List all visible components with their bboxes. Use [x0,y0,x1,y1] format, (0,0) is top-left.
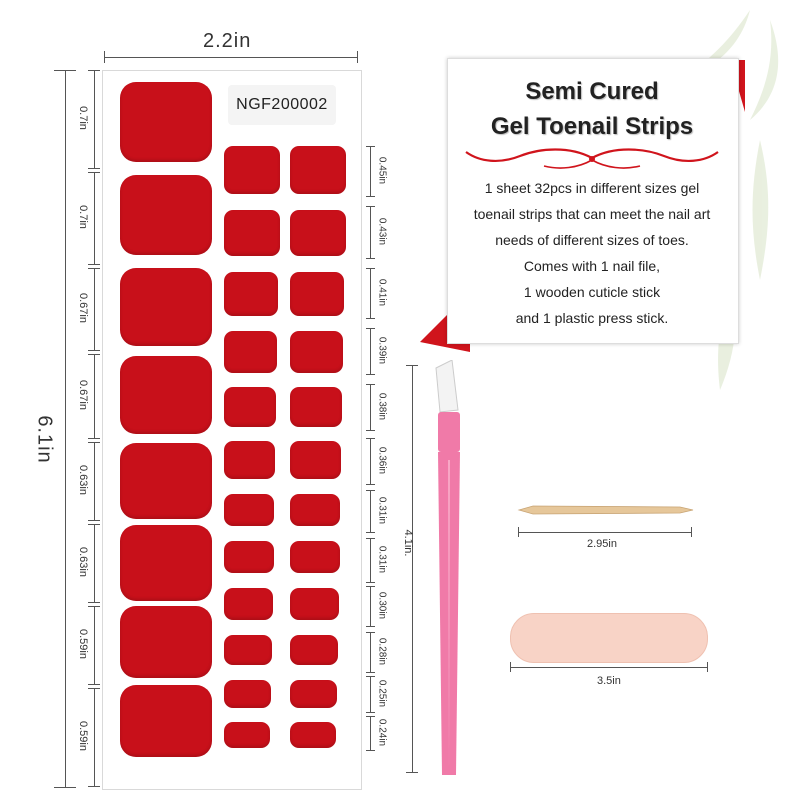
cuticle-stick-dimension-line [518,532,692,533]
left-size-dimension-line [94,354,95,438]
height-dimension-tick [54,70,76,71]
right-size-label: 0.31in [377,489,388,533]
left-size-label: 0.59in [77,619,89,669]
right-size-dimension-tick [366,328,375,329]
right-size-dimension-line [370,438,371,484]
large-toenail-strip [120,525,212,601]
press-stick-label: 4.1in. [402,529,414,557]
small-toenail-strip [290,680,337,708]
left-size-dimension-tick [88,786,100,787]
cuticle-stick-label: 2.95in [587,538,617,550]
info-description-line: Comes with 1 nail file, [523,258,661,274]
cuticle-stick [515,502,695,518]
small-toenail-strip [224,210,280,256]
small-toenail-strip [290,541,340,573]
small-toenail-strip [290,722,336,748]
press-stick-dimension-tick [406,365,418,366]
large-toenail-strip [120,268,212,346]
left-size-dimension-tick [88,350,100,351]
right-size-dimension-line [370,268,371,318]
small-toenail-strip [290,635,338,665]
left-size-dimension-tick [88,438,100,439]
right-size-dimension-line [370,676,371,712]
left-size-dimension-line [94,688,95,786]
small-toenail-strip [224,722,270,748]
right-size-dimension-tick [366,146,375,147]
nail-file [510,613,708,663]
right-size-dimension-tick [366,532,375,533]
nail-file-dimension-tick [707,662,708,672]
left-size-dimension-line [94,172,95,264]
left-size-label: 0.59in [77,711,89,761]
right-size-dimension-tick [366,712,375,713]
right-size-dimension-tick [366,632,375,633]
info-title-line1: Semi Cured [525,78,659,105]
small-toenail-strip [290,272,344,316]
left-size-label: 0.7in [77,93,89,143]
right-size-dimension-tick [366,490,375,491]
height-label: 6.1in [33,415,56,464]
info-description-line: 1 wooden cuticle stick [523,284,661,300]
large-toenail-strip [120,356,212,434]
right-size-dimension-tick [366,384,375,385]
right-size-label: 0.36in [377,439,388,483]
left-size-dimension-tick [88,268,100,269]
right-size-label: 0.41in [377,271,388,315]
nail-file-dimension-tick [510,662,511,672]
left-size-dimension-tick [88,520,100,521]
right-size-dimension-line [370,384,371,430]
left-size-label: 0.7in [77,192,89,242]
left-size-label: 0.63in [77,537,89,587]
right-size-label: 0.43in [377,210,388,254]
small-toenail-strip [224,387,276,427]
right-size-dimension-tick [366,672,375,673]
cuticle-stick-dimension-tick [518,527,519,537]
right-size-dimension-tick [366,258,375,259]
small-toenail-strip [224,441,275,479]
large-toenail-strip [120,82,212,162]
right-size-dimension-line [370,328,371,374]
left-size-label: 0.67in [77,283,89,333]
small-toenail-strip [224,494,274,526]
left-size-dimension-tick [88,168,100,169]
small-toenail-strip [224,635,272,665]
small-toenail-strip [290,146,346,194]
info-description-line: 1 sheet 32pcs in different sizes gel [484,180,700,196]
small-toenail-strip [290,387,342,427]
right-size-dimension-line [370,716,371,750]
left-size-label: 0.67in [77,370,89,420]
left-size-dimension-line [94,268,95,350]
right-size-dimension-tick [366,484,375,485]
small-toenail-strip [290,494,340,526]
info-title-line2: Gel Toenail Strips [490,113,694,140]
large-toenail-strip [120,685,212,757]
left-size-dimension-tick [88,172,100,173]
small-toenail-strip [224,331,277,373]
right-size-dimension-tick [366,582,375,583]
cuticle-stick-dimension-tick [691,527,692,537]
right-size-label: 0.31in [377,538,388,582]
large-toenail-strip [120,606,212,678]
left-size-dimension-tick [88,264,100,265]
right-size-dimension-line [370,632,371,672]
small-toenail-strip [224,588,273,620]
small-toenail-strip [224,680,271,708]
right-size-dimension-tick [366,430,375,431]
small-toenail-strip [224,541,274,573]
right-size-label: 0.25in [377,672,388,716]
small-toenail-strip [290,441,341,479]
left-size-dimension-line [94,70,95,168]
left-size-dimension-line [94,606,95,684]
left-size-dimension-tick [88,524,100,525]
small-toenail-strip [290,588,339,620]
width-dimension-tick [357,51,358,63]
press-stick-dimension-tick [406,772,418,773]
nail-file-dimension-line [510,667,708,668]
right-size-label: 0.39in [377,329,388,373]
info-description-line: and 1 plastic press stick. [515,310,669,326]
left-size-dimension-tick [88,684,100,685]
left-size-dimension-tick [88,602,100,603]
right-size-label: 0.28in [377,630,388,674]
right-size-dimension-line [370,586,371,626]
width-dimension-tick [104,51,105,63]
left-size-dimension-line [94,524,95,602]
left-size-dimension-tick [88,442,100,443]
right-size-dimension-tick [366,196,375,197]
right-size-dimension-line [370,538,371,582]
right-size-label: 0.24in [377,711,388,755]
left-size-label: 0.63in [77,455,89,505]
right-size-dimension-line [370,146,371,196]
large-toenail-strip [120,443,212,519]
right-size-dimension-tick [366,626,375,627]
width-dimension-line [104,57,358,58]
right-size-label: 0.45in [377,149,388,193]
press-stick-dimension-line [412,365,413,773]
right-size-dimension-line [370,206,371,258]
press-stick [424,360,474,780]
info-description-line: needs of different sizes of toes. [495,232,689,248]
nail-file-label: 3.5in [597,675,621,687]
right-size-dimension-line [370,490,371,532]
product-code: NGF200002 [228,85,336,125]
right-size-dimension-tick [366,206,375,207]
left-size-dimension-tick [88,354,100,355]
small-toenail-strip [224,272,278,316]
left-size-dimension-line [94,442,95,520]
left-size-dimension-tick [88,70,100,71]
right-size-dimension-tick [366,318,375,319]
info-description-line: toenail strips that can meet the nail art [473,206,711,222]
height-dimension-tick [54,787,76,788]
small-toenail-strip [290,210,346,256]
small-toenail-strip [224,146,280,194]
right-size-dimension-tick [366,716,375,717]
width-label: 2.2in [203,30,252,52]
height-dimension-line [65,70,66,788]
left-size-dimension-tick [88,606,100,607]
left-size-dimension-tick [88,688,100,689]
right-size-label: 0.38in [377,385,388,429]
right-size-label: 0.30in [377,584,388,628]
right-size-dimension-tick [366,750,375,751]
right-size-dimension-tick [366,268,375,269]
right-size-dimension-tick [366,538,375,539]
right-size-dimension-tick [366,438,375,439]
right-size-dimension-tick [366,374,375,375]
right-size-dimension-tick [366,676,375,677]
ornament-divider [460,144,724,174]
large-toenail-strip [120,175,212,255]
right-size-dimension-tick [366,586,375,587]
small-toenail-strip [290,331,343,373]
